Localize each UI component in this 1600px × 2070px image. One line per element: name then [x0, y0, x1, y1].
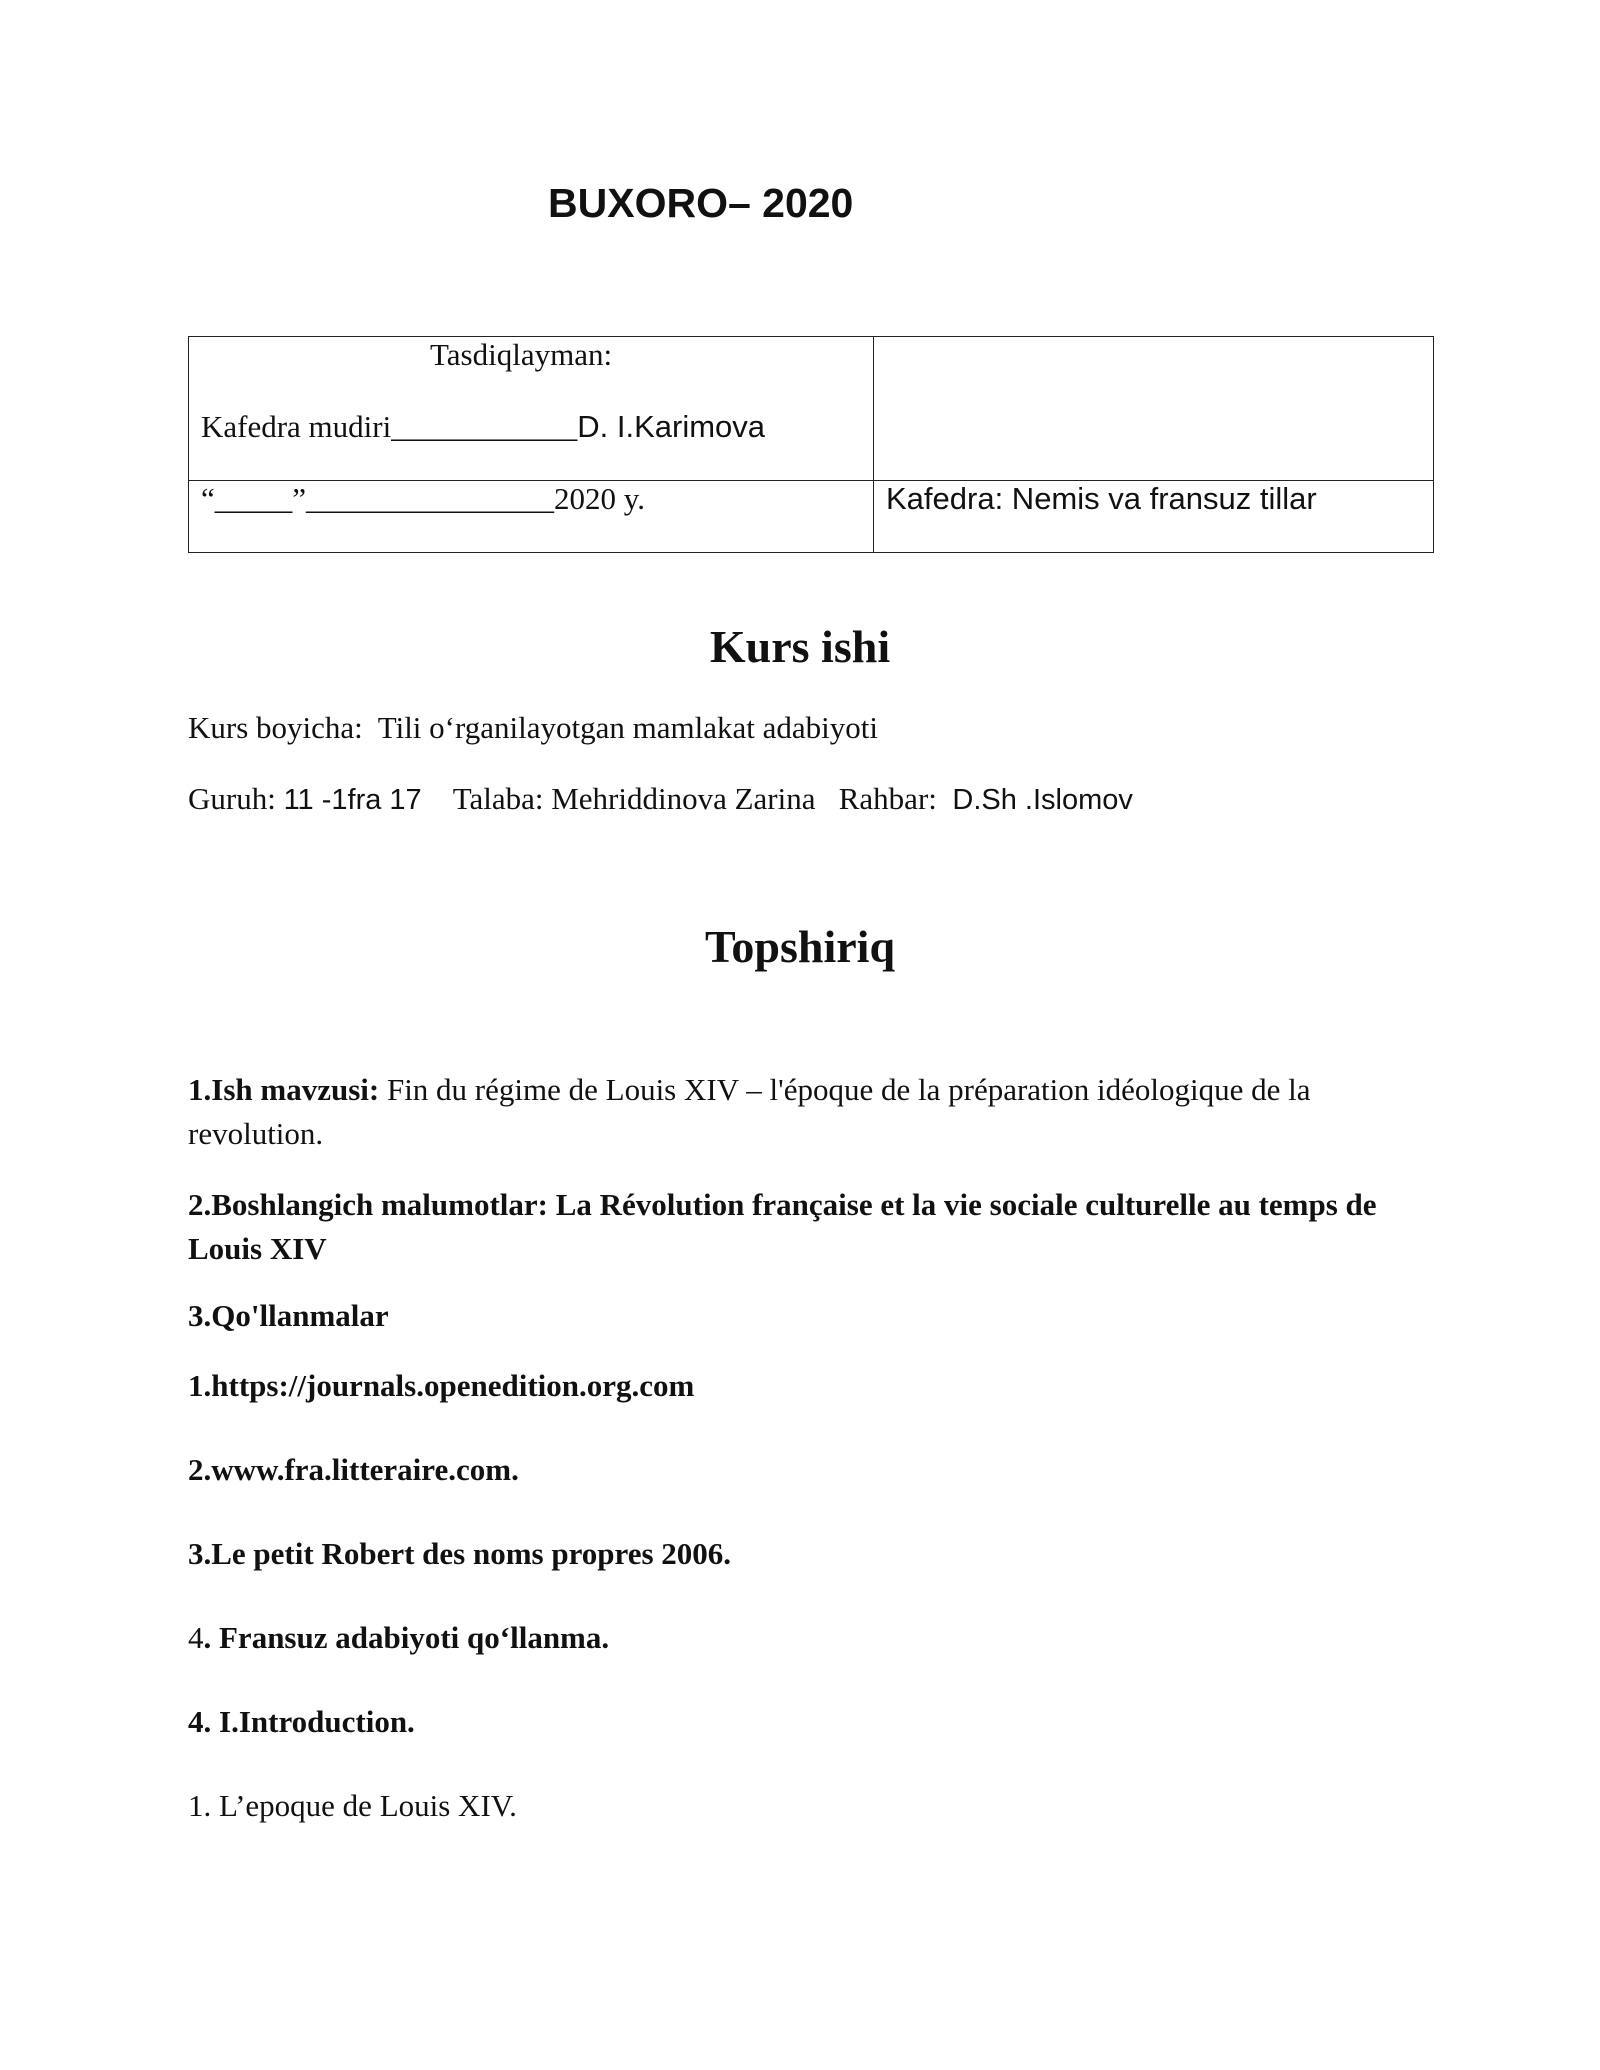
empty-cell [874, 337, 1434, 481]
department-label: Kafedra: Nemis va fransuz tillar [886, 481, 1317, 516]
day-blank: _____ [214, 481, 293, 516]
group-label: Guruh: [188, 781, 276, 816]
advisor-label: Rahbar: [838, 781, 937, 816]
subject-label: Kurs boyicha: [188, 710, 363, 745]
reference-4-text: . Fransuz adabiyoti qo‘llanma. [203, 1620, 610, 1655]
date-year: 2020 y. [554, 481, 646, 516]
initial-data-paragraph: 2.Boshlangich malumotlar: La Révolution française et la vie sociale culturelle au temps de Louis XIV [188, 1187, 1377, 1266]
approval-cell [189, 337, 874, 481]
reference-4-number: 4 [188, 1620, 204, 1655]
student-value: Mehriddinova Zarina [551, 781, 816, 816]
month-blank: ________________ [306, 481, 555, 516]
quote-close: ” [292, 481, 307, 516]
reference-1: 1.https://journals.openedition.org.com [188, 1368, 695, 1403]
course-subject-line [188, 710, 878, 746]
head-name: D. I.Karimova [577, 409, 766, 444]
head-label: Kafedra mudiri [201, 409, 392, 444]
reference-3: 3.Le petit Robert des noms propres 2006. [188, 1536, 732, 1571]
manuals-label: 3.Qo'llanmalar [188, 1298, 389, 1333]
approve-label: Tasdiqlayman: [430, 337, 613, 372]
topic-label: 1.Ish mavzusi: [188, 1072, 380, 1107]
advisor-value: D.Sh .Islomov [952, 784, 1133, 816]
subject-value: Tili o‘rganilayotgan mamlakat adabiyoti [377, 710, 878, 745]
assignment-title: Topshiriq [704, 921, 896, 972]
department-cell [874, 481, 1434, 553]
date-cell [189, 481, 874, 553]
reference-4 [188, 1620, 609, 1656]
student-label: Talaba: [452, 781, 544, 816]
city-year-heading: BUXORO– 2020 [548, 180, 854, 226]
approval-table [188, 336, 1434, 553]
outline-item-1: 1. L’epoque de Louis XIV. [188, 1788, 517, 1823]
group-student-advisor-line [188, 781, 1133, 817]
introduction-heading: 4. I.Introduction. [188, 1704, 415, 1739]
quote-open: “ [201, 481, 215, 516]
reference-2: 2.www.fra.litteraire.com. [188, 1452, 519, 1487]
document-title: Kurs ishi [709, 621, 891, 672]
date-line [201, 481, 645, 517]
topic-paragraph [188, 1068, 1448, 1156]
signature-blank: ____________ [391, 409, 578, 444]
group-value: 11 -1fra 17 [283, 784, 422, 816]
head-of-department-line [201, 409, 765, 445]
topic-text: Fin du régime de Louis XIV – l'époque de la préparation idéologique de la revolution. [188, 1072, 1311, 1151]
